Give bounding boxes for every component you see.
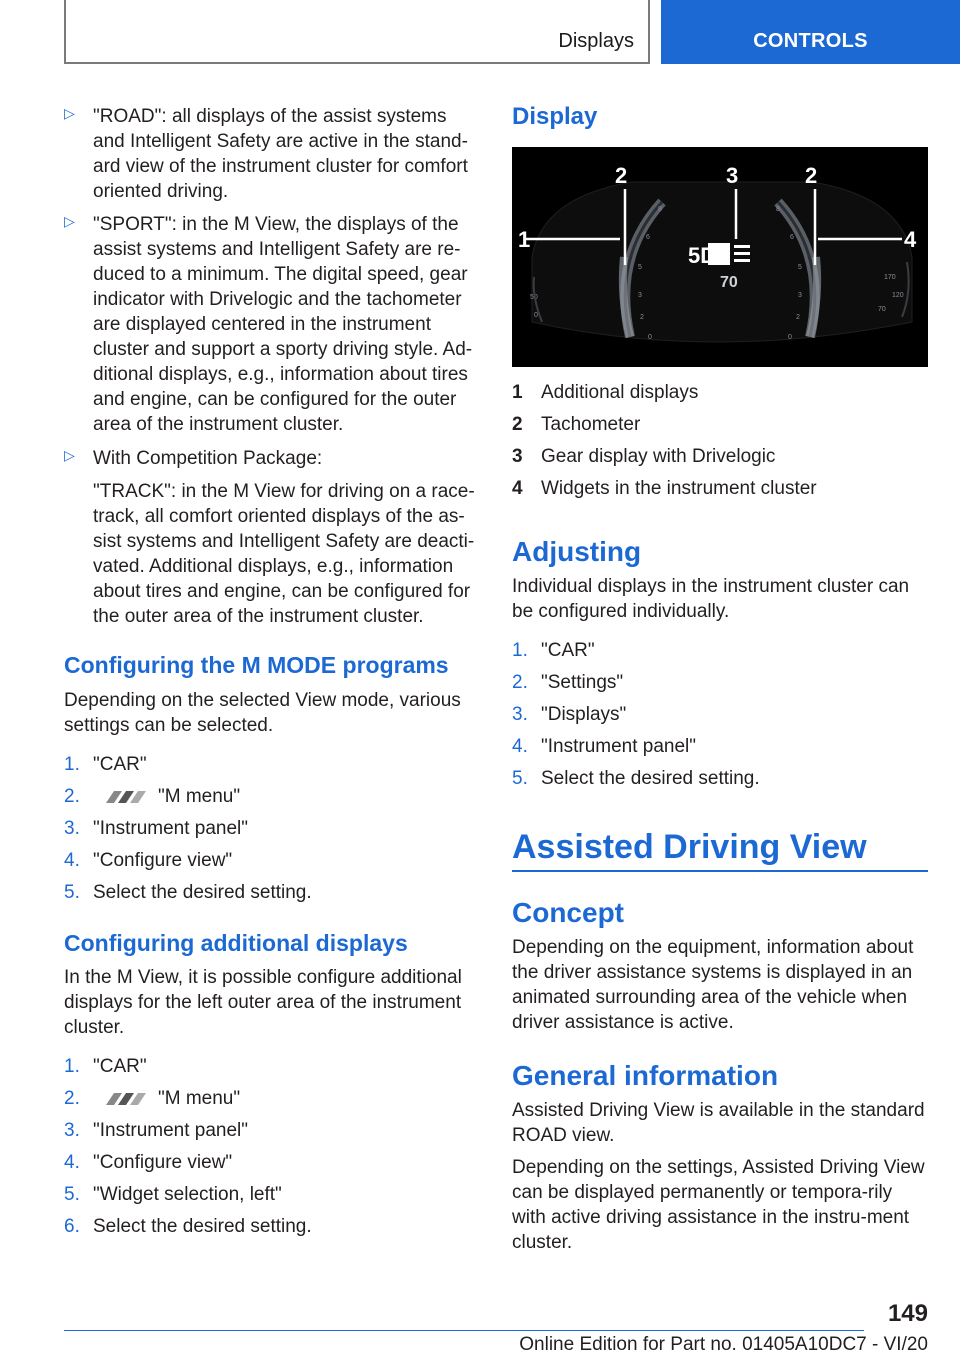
bullet-triangle-icon: ▷	[64, 105, 75, 121]
svg-text:50: 50	[530, 294, 538, 301]
svg-text:0: 0	[648, 334, 652, 341]
bullet-sport	[64, 212, 476, 437]
svg-text:170: 170	[884, 274, 896, 281]
svg-text:120: 120	[892, 292, 904, 299]
callout-3: 3	[726, 163, 739, 188]
callout-1: 1	[518, 227, 531, 252]
bullet-road	[64, 104, 476, 204]
section-divider	[512, 870, 928, 872]
svg-text:3: 3	[798, 292, 802, 299]
callout-2-right: 2	[805, 163, 818, 188]
header-chapter-tab	[661, 0, 960, 64]
adjusting-intro: Individual displays in the instrument cluster can be configured individually.	[512, 576, 910, 622]
heading-configuring-mmode: Configuring the M MODE programs	[64, 652, 449, 678]
additional-intro: In the M View, it is possible configure additional displays for the left outer area of the instrument cluster.	[64, 967, 462, 1038]
svg-text:3: 3	[638, 292, 642, 299]
mmode-intro: Depending on the selected View mode, various settings can be selected.	[64, 690, 461, 736]
m-stripes-icon	[102, 790, 148, 804]
bullet-text: With Competition Package:	[93, 448, 323, 469]
svg-text:8: 8	[776, 206, 780, 213]
callout-2-left: 2	[615, 163, 628, 188]
callout-4: 4	[904, 227, 917, 252]
heading-display: Display	[512, 103, 598, 130]
general-text-1: Assisted Driving View is available in the standard ROAD view.	[512, 1100, 925, 1146]
heading-assisted-driving-view: Assisted Driving View	[512, 828, 867, 866]
svg-text:0: 0	[788, 334, 792, 341]
instrument-cluster-image	[512, 147, 928, 367]
svg-text:70: 70	[878, 306, 886, 313]
svg-text:2: 2	[640, 314, 644, 321]
svg-text:0: 0	[534, 312, 538, 319]
header-section-tab	[64, 0, 650, 64]
concept-text: Depending on the equipment, information about the driver assistance systems is displayed in an animated surrounding area of the vehicle when driver assistance is active.	[512, 937, 914, 1033]
track-description: "TRACK": in the M View for driving on a race‐track, all comfort oriented displays of the as‐sist systems and Intelligent Safety are deacti‐vated. Additional displays, e.g., information about tires and engine, can be configured for the outer area of the instrument cluster.	[93, 481, 475, 627]
bullet-competition	[64, 446, 476, 471]
heading-adjusting: Adjusting	[512, 536, 642, 567]
bullet-triangle-icon: ▷	[64, 213, 75, 229]
speed-readout: 70	[720, 274, 738, 291]
header-chapter-label: CONTROLS	[753, 30, 868, 52]
heading-configuring-additional: Configuring additional displays	[64, 930, 408, 956]
svg-text:5: 5	[798, 264, 802, 271]
svg-text:6: 6	[646, 234, 650, 241]
heading-concept: Concept	[512, 897, 624, 928]
footer-edition: Online Edition for Part no. 01405A10DC7 - VI/20	[519, 1334, 928, 1355]
svg-text:2: 2	[796, 314, 800, 321]
heading-general-information: General information	[512, 1060, 779, 1091]
m-stripes-icon	[102, 1092, 148, 1106]
svg-text:5: 5	[638, 264, 642, 271]
footer-divider	[64, 1330, 864, 1331]
bullet-text: "ROAD": all displays of the assist systems and Intelligent Safety are active in the stand‐ard view of the instrument cluster for comfort oriented driving.	[93, 106, 468, 202]
header-section-label: Displays	[558, 30, 634, 52]
general-text-2: Depending on the settings, Assisted Driving View can be displayed permanently or tempora‐rily with active driving assistance in the instru‐ment cluster.	[512, 1157, 925, 1253]
page-number: 149	[887, 1300, 928, 1327]
gear-indicator: 5D	[688, 243, 717, 268]
svg-text:6: 6	[790, 234, 794, 241]
svg-text:8: 8	[658, 206, 662, 213]
bullet-triangle-icon: ▷	[64, 447, 75, 463]
bullet-text: "SPORT": in the M View, the displays of the assist systems and Intelligent Safety are re‐duced to a minimum. The digital speed, gear indicator with Drivelogic and the tachometer are displayed centered in the instrument cluster and support a sporty driving style. Ad‐ditional displays, e.g., information about tires and engine, can be configured for the outer area of the instrument cluster.	[93, 214, 473, 435]
